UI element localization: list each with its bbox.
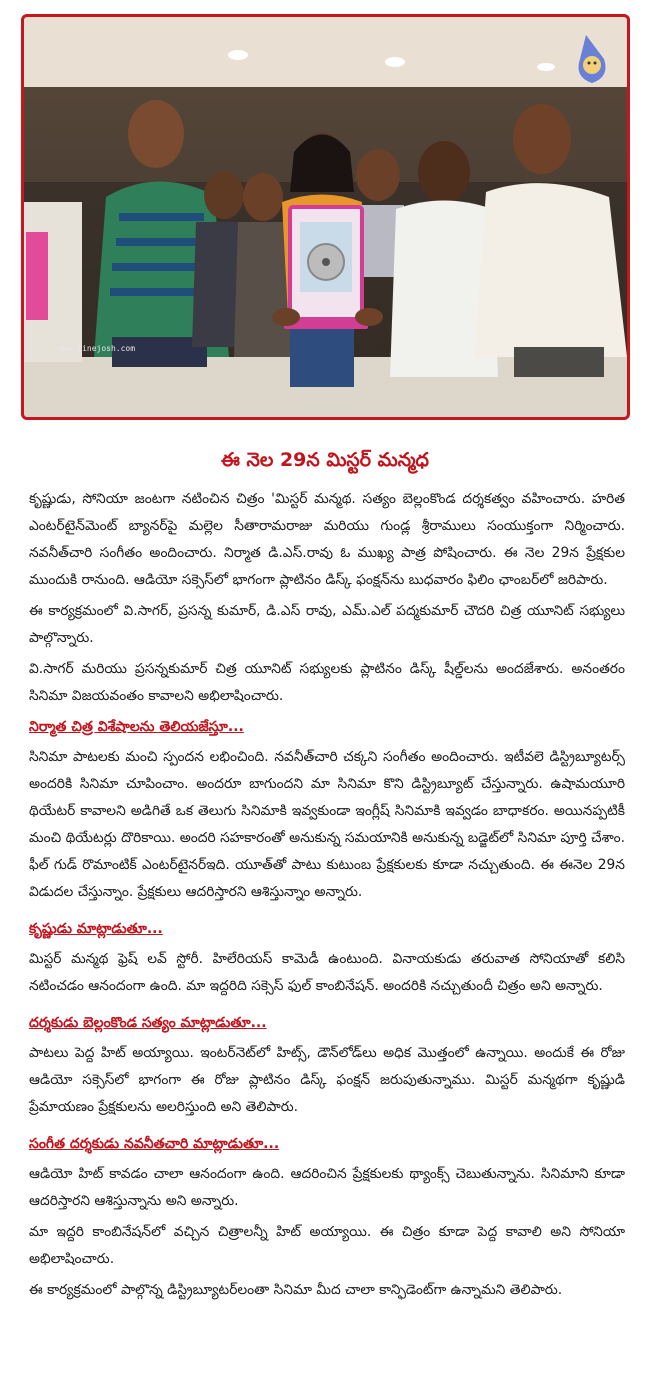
article-headline: ఈ నెల 29న మిస్టర్ మన్మధ	[221, 449, 429, 471]
section-paragraph: పాటలు పెద్ద హిట్ అయ్యాయి. ఇంటర్‌నెట్‌లో హిట్స్, డౌన్‌లోడ్‌లు అధిక మొత్తంలో ఉన్నాయి. అందుకే ఈ రోజు ఆడియో సక్సెస్‌లో భాగంగా ఈ రోజు ప్లాటినం డిస్క్ ఫంక్షన్ జరుపుతున్నాము. మిస్టర్ మన్మథగా కృష్ణుడి ప్రేమాయణం ప్రేక్షకులను అలరిస్తుంది అని తెలిపారు.	[29, 1045, 625, 1115]
event-photo-illustration	[24, 17, 627, 417]
left-edge-person	[24, 202, 82, 362]
intro-paragraph-2: ఈ కార్యక్రమంలో వి.సాగర్, ప్రసన్న కుమార్, డి.ఎస్ రావు, ఎమ్.ఎల్ పద్మకుమార్ చౌదరి చిత్ర యూనిట్ సభ్యులు పాల్గొన్నారు.	[29, 603, 625, 646]
section-paragraph: ఆడియో హిట్ కావడం చాలా ఆనందంగా ఉంది. ఆదరించిన ప్రేక్షకులకు థ్యాంక్స్ చెబుతున్నాను. సినిమాని కూడా ఆదరిస్తారని ఆశిస్తున్నాను అని అన్నారు.	[29, 1166, 625, 1209]
section-heading-director: దర్శకుడు బెల్లంకొండ సత్యం మాట్లాడుతూ...	[29, 1015, 267, 1031]
section-heading-krishnudu: కృష్ణుడు మాట్లాడుతూ...	[29, 921, 163, 937]
intro-paragraph-1: కృష్ణుడు, సోనియా జంటగా నటించిన చిత్రం 'మిస్టర్ మన్మథ. సత్యం బెల్లంకొండ దర్శకత్వం వహించారు. హరిత ఎంటర్‌టైన్‌మెంట్ బ్యానర్‌పై మల్లెల సీతారామరాజు మరియు గుండ్ల శ్రీరాములు సంయుక్తంగా నిర్మించారు. నవనీత్‌చారి సంగీతం అందించారు. నిర్మాత డి.ఎస్.రావు ఓ ముఖ్య పాత్ర పోషించారు. ఈ నెల 29న ప్రేక్షకుల ముందుకి రానుంది. ఆడియో సక్సెస్‌లో భాగంగా ప్లాటినం డిస్క్ ఫంక్షన్‌ను బుధవారం ఫిలిం ఛాంబర్‌లో జరిపారు.	[29, 491, 625, 588]
intro-paragraph-3: వి.సాగర్ మరియు ప్రసన్నకుమార్ చిత్ర యూనిట్ సభ్యులకు ప్లాటినం డిస్క్ షీల్డ్‌లను అందజేశారు. అనంతరం సినిమా విజయవంతం కావాలని అభిలాషించారు.	[29, 661, 625, 704]
section-heading-music-director: సంగీత దర్శకుడు నవనీతచారి మాట్లాడుతూ...	[29, 1136, 280, 1152]
section-heading-producer: నిర్మాత చిత్ర విశేషాలను తెలియజేస్తూ...	[29, 719, 244, 735]
event-photo	[21, 14, 630, 420]
photo-watermark: www.cinejosh.com	[58, 344, 136, 353]
section-paragraph: మా ఇద్దరి కాంబినేషన్‌లో వచ్చిన చిత్రాలన్నీ హిట్ అయ్యాయి. ఈ చిత్రం కూడా పెద్ద కావాలి అని సోనియా అభిలాషించారు.	[29, 1224, 625, 1267]
section-paragraph: సినిమా పాటలకు మంచి స్పందన లభించింది. నవనీత్‌చారి చక్కని సంగీతం అందించారు. ఇటీవలె డిస్ట్రిబ్యూటర్స్ అందరికి సినిమా చూపించాం. అందరూ బాగుందని మా సినిమా కొని డిస్ట్రిబ్యూట్ చేస్తున్నారు. ఉషామయూరి థియేటర్ కావాలని అడిగితే ఒక తెలుగు సినిమాకి ఇవ్వకుండా ఇంగ్లీష్ సినిమాకి ఇవ్వడం బాధాకరం. అయినప్పటికీ మంచి థియేటర్లు దొరికాయి. అందరి సహకారంతో అనుకున్న సమయానికి అనుకున్న బడ్జెట్‌లో సినిమా పూర్తి చేశాం. ఫీల్ గుడ్ రొమాంటిక్ ఎంటర్‌టైనర్‌ఇది. యూత్‌తో పాటు కుటుంబ ప్రేక్షకులకు కూడా నచ్చుతుంది. ఈ ఈనెల 29న విడుదల చేస్తున్నాం. ప్రేక్షకులు ఆదరిస్తారని ఆశిస్తున్నాం అన్నారు.	[29, 749, 625, 900]
platinum-disc-shield	[284, 207, 368, 329]
section-paragraph: ఈ కార్యక్రమంలో పాల్గొన్న డిస్ట్రిబ్యూటర్‌లంతా సినిమా మీద చాలా కాన్ఫిడెంట్‌గా ఉన్నామని తెలిపారు.	[29, 1282, 563, 1298]
article-body	[29, 486, 625, 1308]
section-paragraph: మిస్టర్ మన్మథ ఫ్రెష్ లవ్ స్టోరీ. హిలేరియస్ కామెడీ ఉంటుంది. వినాయకుడు తరువాత సోనియాతో కలిసి నటించడం ఆనందంగా ఉంది. మా ఇద్దరిది సక్సెస్ ఫుల్ కాంబినేషన్. అందరికి నచ్చుతుందీ చిత్రం అని అన్నారు.	[29, 951, 625, 994]
